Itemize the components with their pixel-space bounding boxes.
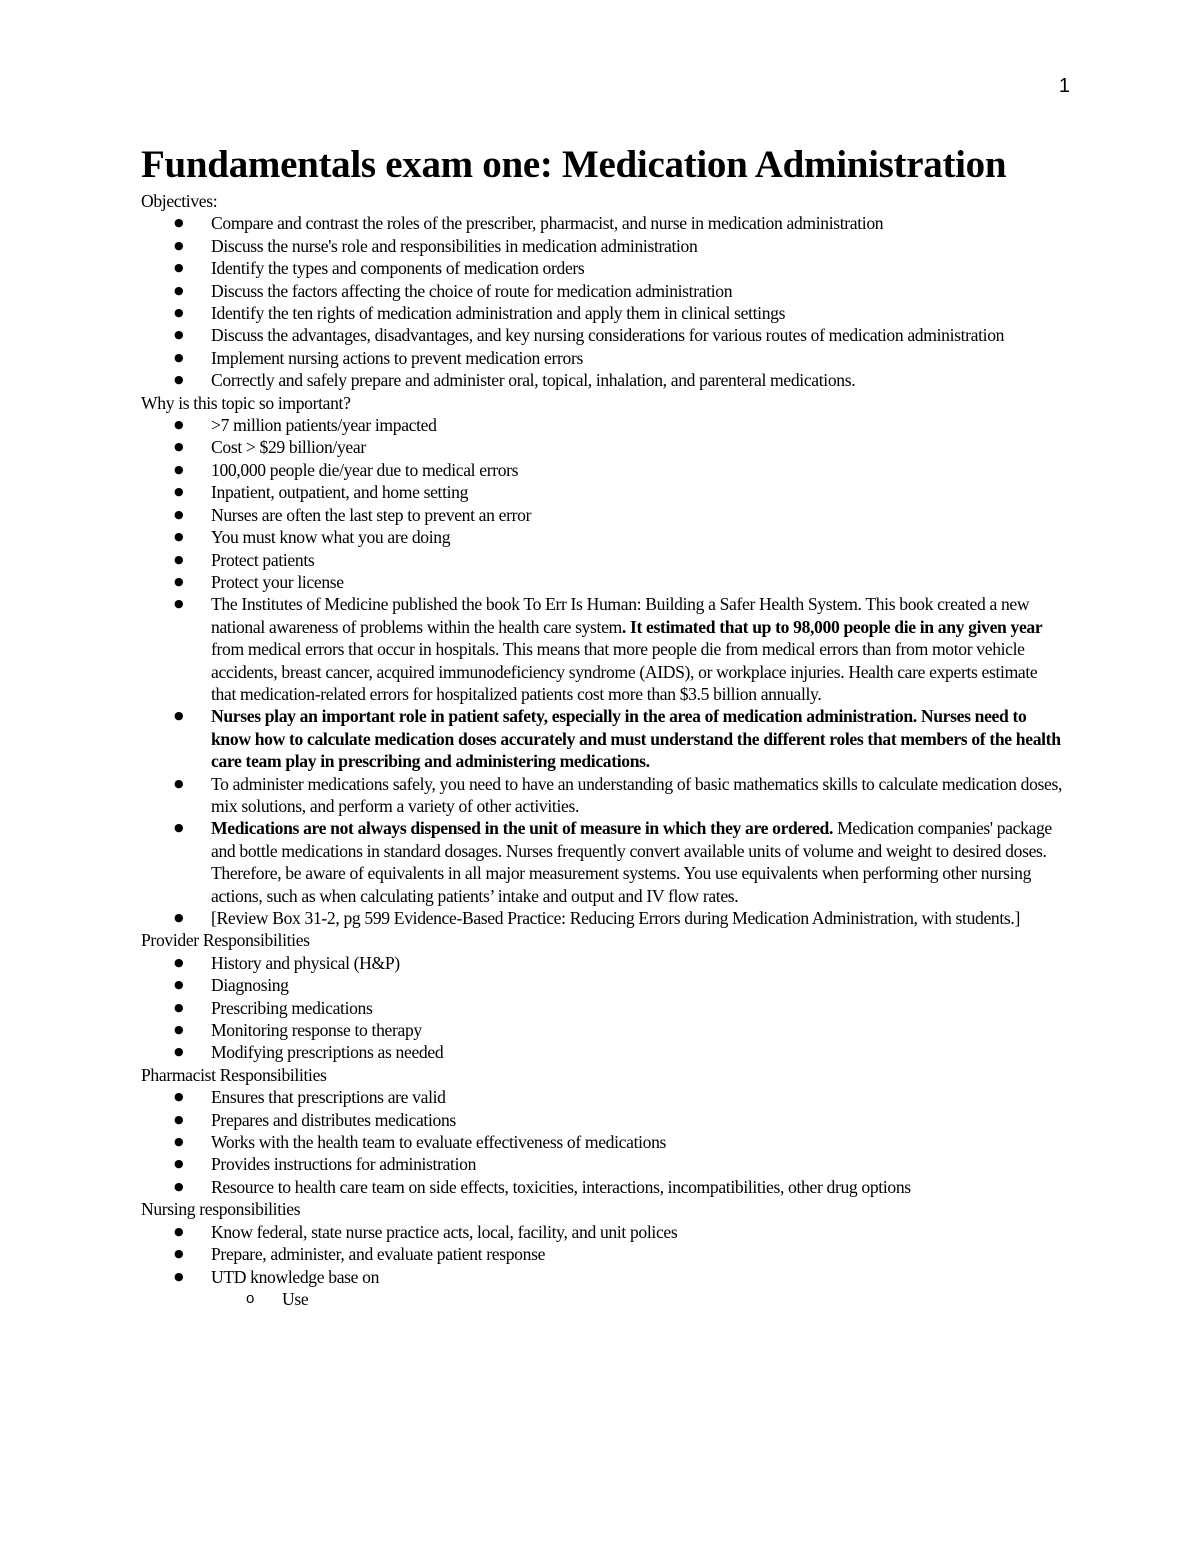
- importance-heading: Why is this topic so important?: [141, 392, 351, 413]
- units-paragraph: [141, 817, 1066, 907]
- list-item: ● Identify the types and components of medication orders: [141, 257, 1066, 279]
- provider-list: [141, 952, 1066, 1064]
- nursing-list: [141, 1221, 1066, 1288]
- iom-text-2: from medical errors that occur in hospitals. This means that more people die from medical errors than from motor vehicle accidents, breast cancer, acquired immunodeficiency syndrome (AIDS), or workplace injuries. Health care experts estimate that medication-related errors for hospitalized patients cost more than $3.5 billion annually.: [211, 639, 1038, 704]
- list-item: ● Prescribing medications: [141, 997, 1066, 1019]
- sub-list-item: o Use: [141, 1288, 1066, 1310]
- list-item: ● Discuss the factors affecting the choice of route for medication administration: [141, 280, 1066, 302]
- list-item: ● Monitoring response to therapy: [141, 1019, 1066, 1041]
- provider-heading: Provider Responsibilities: [141, 930, 310, 951]
- document-title: Fundamentals exam one: Medication Administration: [141, 143, 1007, 186]
- list-item: ● Diagnosing: [141, 974, 1066, 996]
- pharmacist-heading: Pharmacist Responsibilities: [141, 1064, 327, 1085]
- list-item: ● Ensures that prescriptions are valid: [141, 1086, 1066, 1108]
- list-item: ● Nurses are often the last step to prevent an error: [141, 504, 1066, 526]
- units-bold-text: Medications are not always dispensed in the unit of measure in which they are ordered.: [211, 818, 834, 839]
- list-item: ● UTD knowledge base on: [141, 1266, 1066, 1288]
- iom-text-1: The Institutes of Medicine published the book To Err Is Human: Building a Safer Health System. This book created a new national awareness of problems within the health care system: [211, 594, 1030, 637]
- importance-list: [141, 414, 1066, 929]
- nursing-sub-list: [141, 1288, 1066, 1310]
- list-item: ● Compare and contrast the roles of the prescriber, pharmacist, and nurse in medication administration: [141, 212, 1066, 234]
- page-number: 1: [1058, 75, 1070, 97]
- iom-bold-text: . It estimated that up to 98,000 people die in any given year: [621, 616, 1043, 637]
- list-item: ● Works with the health team to evaluate effectiveness of medications: [141, 1131, 1066, 1153]
- nursing-heading: Nursing responsibilities: [141, 1199, 301, 1220]
- list-item: ● Modifying prescriptions as needed: [141, 1041, 1066, 1063]
- list-item: ● Cost > $29 billion/year: [141, 436, 1066, 458]
- list-item: ● You must know what you are doing: [141, 526, 1066, 548]
- list-item: ● Inpatient, outpatient, and home setting: [141, 481, 1066, 503]
- list-item: ● >7 million patients/year impacted: [141, 414, 1066, 436]
- list-item: ● Correctly and safely prepare and administer oral, topical, inhalation, and parenteral medications.: [141, 369, 1066, 391]
- list-item: ● 100,000 people die/year due to medical errors: [141, 459, 1066, 481]
- list-item: ● Implement nursing actions to prevent medication errors: [141, 347, 1066, 369]
- list-item: ● Prepares and distributes medications: [141, 1109, 1066, 1131]
- list-item: ● Identify the ten rights of medication administration and apply them in clinical settings: [141, 302, 1066, 324]
- pharmacist-list: [141, 1086, 1066, 1198]
- list-item: ● History and physical (H&P): [141, 952, 1066, 974]
- list-item: ● Prepare, administer, and evaluate patient response: [141, 1243, 1066, 1265]
- list-item: ● Discuss the advantages, disadvantages, and key nursing considerations for various routes of medication administration: [141, 324, 1066, 346]
- list-item: ● Provides instructions for administration: [141, 1153, 1066, 1175]
- list-item: ● Know federal, state nurse practice acts, local, facility, and unit polices: [141, 1221, 1066, 1243]
- iom-paragraph: [141, 593, 1066, 705]
- objectives-list: [141, 212, 1066, 391]
- list-item: ● Resource to health care team on side effects, toxicities, interactions, incompatibilities, other drug options: [141, 1176, 1066, 1198]
- units-text: Medication companies' package and bottle medications in standard dosages. Nurses frequently convert available units of volume and weight to desired doses. Therefore, be aware of equivalents in all major measurement systems. You use equivalents when performing other nursing actions, such as when calculating patients’ intake and output and IV flow rates.: [211, 818, 1052, 906]
- objectives-heading: Objectives:: [141, 191, 218, 211]
- list-item: ● Discuss the nurse's role and responsibilities in medication administration: [141, 235, 1066, 257]
- nurses-role-paragraph: ● Nurses play an important role in patient safety, especially in the area of medication administration. Nurses need to know how to calculate medication doses accurately and must understand the different roles that members of the health care team play in prescribing and administering medications.: [141, 705, 1066, 772]
- document-body: [141, 141, 1066, 1310]
- math-skills-paragraph: ● To administer medications safely, you need to have an understanding of basic mathematics skills to calculate medication doses, mix solutions, and perform a variety of other activities.: [141, 773, 1066, 818]
- review-note: ● [Review Box 31-2, pg 599 Evidence-Based Practice: Reducing Errors during Medication Administration, with students.]: [141, 907, 1066, 929]
- list-item: ● Protect your license: [141, 571, 1066, 593]
- list-item: ● Protect patients: [141, 549, 1066, 571]
